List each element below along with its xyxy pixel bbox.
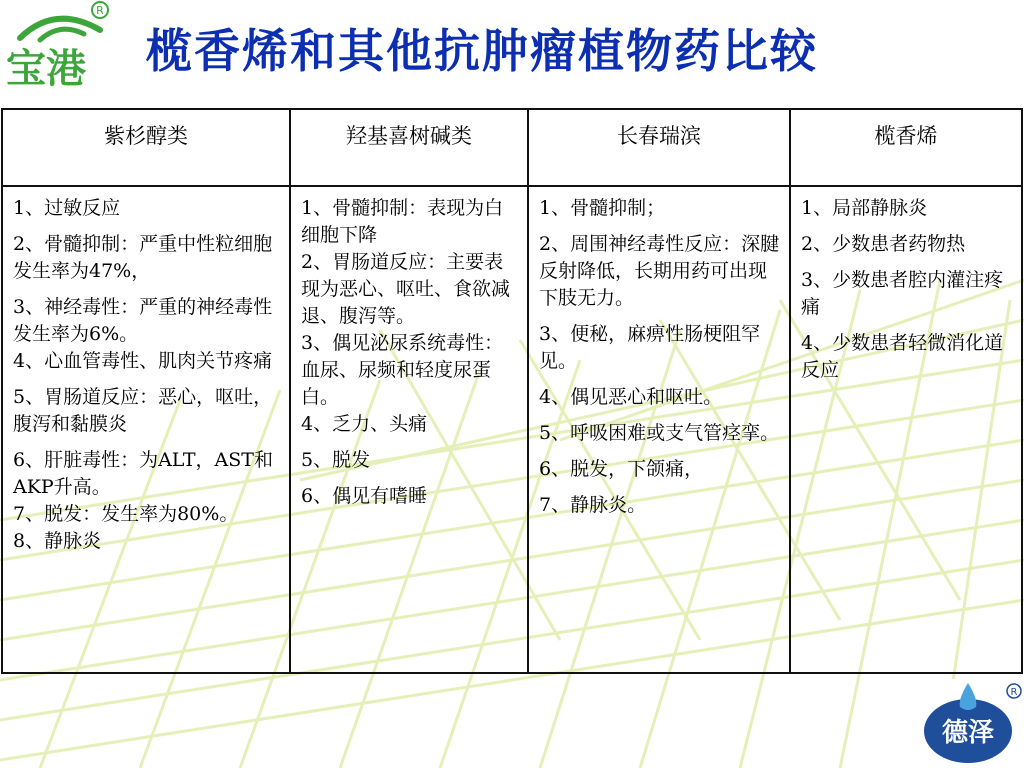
list-item: 2、骨髓抑制：严重中性粒细胞发生率为47%， <box>13 233 273 282</box>
list-item: 3、神经毒性：严重的神经毒性发生率为6%。 <box>13 296 273 345</box>
svg-text:宝港: 宝港 <box>6 46 86 92</box>
list-item: 4、心血管毒性、肌肉关节疼痛 <box>13 350 273 372</box>
svg-text:德泽: 德泽 <box>941 718 995 748</box>
list-item: 6、肝脏毒性：为ALT，AST和AKP升高。 <box>13 449 273 498</box>
list-item: 7、静脉炎。 <box>539 494 647 516</box>
list-item: 4、乏力、头痛 <box>301 413 428 435</box>
list-item: 5、胃肠道反应：恶心，呕吐，腹泻和黏膜炎 <box>13 386 273 435</box>
list-item: 3、偶见泌尿系统毒性：血尿、尿频和轻度尿蛋白。 <box>301 332 504 408</box>
table-row <box>2 186 1022 673</box>
list-item: 1、骨髓抑制； <box>539 197 666 219</box>
cell-elemene <box>790 186 1022 673</box>
list-item: 1、局部静脉炎 <box>801 197 928 219</box>
list-item: 2、少数患者药物热 <box>801 233 966 255</box>
table-header-row <box>2 109 1022 186</box>
header-paclitaxel: 紫杉醇类 <box>2 109 290 186</box>
comparison-table <box>1 108 1023 674</box>
header-elemene: 榄香烯 <box>790 109 1022 186</box>
list-item: 1、骨髓抑制：表现为白细胞下降 <box>301 197 504 246</box>
svg-text:R: R <box>1010 687 1018 698</box>
list-item: 4、偶见恶心和呕吐。 <box>539 386 723 408</box>
list-item: 4、少数患者轻微消化道反应 <box>801 332 1004 381</box>
cell-hydroxycamptothecin <box>290 186 528 673</box>
svg-text:R: R <box>96 4 104 17</box>
brand-logo-bottom <box>920 679 1024 768</box>
list-item: 6、偶见有嗜睡 <box>301 485 428 507</box>
list-item: 3、少数患者腔内灌注疼痛 <box>801 269 1004 318</box>
list-item: 6、脱发，下颌痛， <box>539 458 704 480</box>
brand-logo-top <box>0 0 140 92</box>
list-item: 2、周围神经毒性反应：深腱反射降低，长期用药可出现下肢无力。 <box>539 233 780 309</box>
header-hydroxycamptothecin: 羟基喜树碱类 <box>290 109 528 186</box>
list-item: 8、静脉炎 <box>13 530 102 552</box>
list-item: 3、便秘，麻痹性肠梗阻罕见。 <box>539 323 761 372</box>
header-vinorelbine: 长春瑞滨 <box>528 109 790 186</box>
list-item: 2、胃肠道反应：主要表现为恶心、呕吐、食欲减退、腹泻等。 <box>301 251 511 327</box>
list-item: 1、过敏反应 <box>13 197 121 219</box>
list-item: 5、呼吸困难或支气管痉挛。 <box>539 422 780 444</box>
cell-vinorelbine <box>528 186 790 673</box>
cell-paclitaxel <box>2 186 290 673</box>
list-item: 7、脱发：发生率为80%。 <box>13 503 239 525</box>
list-item: 5、脱发 <box>301 449 371 471</box>
page-title: 榄香烯和其他抗肿瘤植物药比较 <box>146 24 818 78</box>
